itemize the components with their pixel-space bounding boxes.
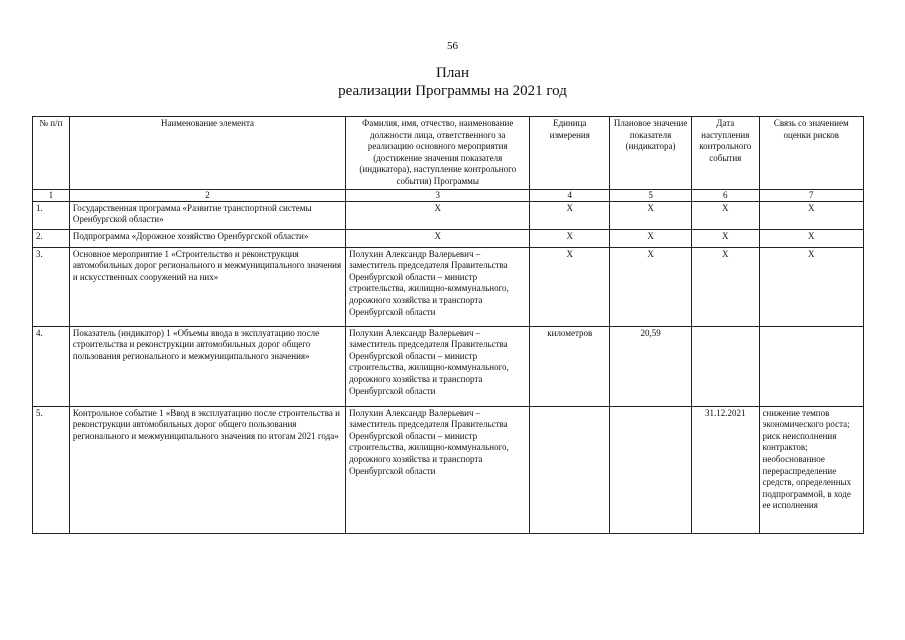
header-responsible: Фамилия, имя, отчество, наименование должности лица, ответственного за реализацию основного мероприятия (достижение значения показателя (индикатора), наступление контрольного события) Программы [346, 117, 530, 190]
row-planned: Х [610, 229, 692, 247]
header-num: № п/п [33, 117, 70, 190]
title-line-2: реализации Программы на 2021 год [338, 83, 567, 99]
row-num: 1. [33, 201, 70, 229]
column-number: 3 [346, 189, 530, 201]
column-number-row [33, 189, 864, 201]
row-risk [759, 326, 863, 406]
row-element: Показатель (индикатор) 1 «Объемы ввода в эксплуатацию после строительства и реконструкции автомобильных дорог общего пользования регионального и межмуниципального значения» [69, 326, 345, 406]
row-responsible: Полухин Александр Валерьевич – заместитель председателя Правительства Оренбургской области – министр строительства, жилищно-коммунального, дорожного хозяйства и транспорта Оренбургской области [346, 406, 530, 533]
column-number: 7 [759, 189, 863, 201]
table-row [33, 201, 864, 229]
header-date: Дата наступления контрольного события [692, 117, 760, 190]
row-date: Х [692, 229, 760, 247]
row-num: 4. [33, 326, 70, 406]
column-number: 4 [530, 189, 610, 201]
column-number: 6 [692, 189, 760, 201]
row-element: Государственная программа «Развитие транспортной системы Оренбургской области» [69, 201, 345, 229]
column-number: 1 [33, 189, 70, 201]
row-num: 5. [33, 406, 70, 533]
plan-table [32, 116, 864, 534]
row-element: Подпрограмма «Дорожное хозяйство Оренбургской области» [69, 229, 345, 247]
row-responsible: Полухин Александр Валерьевич – заместитель председателя Правительства Оренбургской области – министр строительства, жилищно-коммунального, дорожного хозяйства и транспорта Оренбургской области [346, 247, 530, 326]
row-num: 2. [33, 229, 70, 247]
row-responsible: Х [346, 201, 530, 229]
page-number: 56 [447, 40, 458, 52]
header-row [33, 117, 864, 190]
row-element: Контрольное событие 1 «Ввод в эксплуатацию после строительства и реконструкции автомобильных дорог общего пользования регионального и межмуниципального значения по итогам 2021 года» [69, 406, 345, 533]
header-planned: Плановое значение показателя (индикатора) [610, 117, 692, 190]
row-responsible: Х [346, 229, 530, 247]
row-unit: километров [530, 326, 610, 406]
row-planned: Х [610, 247, 692, 326]
row-unit: Х [530, 247, 610, 326]
row-date: Х [692, 201, 760, 229]
row-risk: Х [759, 229, 863, 247]
column-number: 2 [69, 189, 345, 201]
column-number: 5 [610, 189, 692, 201]
row-num: 3. [33, 247, 70, 326]
row-date: 31.12.2021 [692, 406, 760, 533]
row-risk: Х [759, 247, 863, 326]
row-responsible: Полухин Александр Валерьевич – заместитель председателя Правительства Оренбургской области – министр строительства, жилищно-коммунального, дорожного хозяйства и транспорта Оренбургской области [346, 326, 530, 406]
table-row [33, 326, 864, 406]
row-planned: Х [610, 201, 692, 229]
row-element: Основное мероприятие 1 «Строительство и реконструкция автомобильных дорог регионального и межмуниципального значения и искусственных сооружений на них» [69, 247, 345, 326]
row-unit [530, 406, 610, 533]
title-line-1: План [435, 65, 469, 81]
header-unit: Единица измерения [530, 117, 610, 190]
table-row [33, 229, 864, 247]
row-date: Х [692, 247, 760, 326]
row-unit: Х [530, 229, 610, 247]
row-planned [610, 406, 692, 533]
row-date [692, 326, 760, 406]
row-risk: снижение темпов экономического роста; риск неисполнения контрактов; необоснованное перераспределение средств, определенных подпрограммой, в ходе ее исполнения [759, 406, 863, 533]
header-element: Наименование элемента [69, 117, 345, 190]
row-planned: 20,59 [610, 326, 692, 406]
document-title [0, 64, 905, 100]
table-row [33, 406, 864, 533]
row-unit: Х [530, 201, 610, 229]
header-risk: Связь со значением оценки рисков [759, 117, 863, 190]
row-risk: Х [759, 201, 863, 229]
table-row [33, 247, 864, 326]
